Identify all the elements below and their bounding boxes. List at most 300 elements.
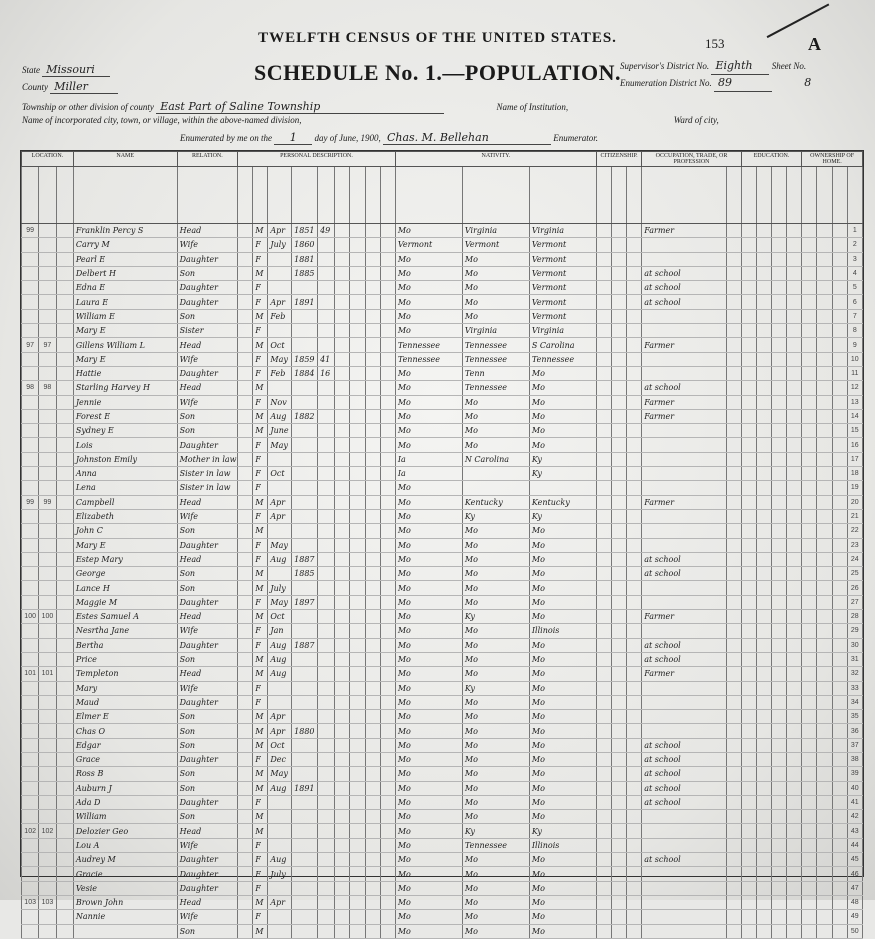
marital-cell — [335, 438, 350, 452]
marital-cell — [335, 366, 350, 380]
line-number-cell: 47 — [847, 881, 862, 895]
years-married-cell — [350, 924, 365, 938]
marital-cell — [335, 595, 350, 609]
immigration-cell — [596, 224, 611, 238]
can-read-cell — [756, 895, 771, 909]
visit-order-cell — [56, 509, 73, 523]
race-cell — [238, 266, 253, 280]
immigration-cell — [596, 495, 611, 509]
naturalization-cell — [627, 395, 642, 409]
birth-month-cell — [268, 881, 292, 895]
immigration-cell — [596, 438, 611, 452]
relation-cell: Daughter — [177, 795, 238, 809]
sex-cell: F — [253, 395, 268, 409]
attended-school-cell — [741, 281, 756, 295]
owned-rented-cell — [802, 395, 817, 409]
naturalization-cell — [627, 710, 642, 724]
speaks-english-cell — [787, 752, 802, 766]
personal-header: PERSONAL DESCRIPTION. — [238, 152, 396, 167]
birth-year-cell — [292, 395, 318, 409]
farm-house-cell — [832, 381, 847, 395]
free-mortgaged-cell — [817, 767, 832, 781]
race-cell — [238, 867, 253, 881]
speaks-english-cell — [787, 610, 802, 624]
sex-cell: F — [253, 853, 268, 867]
enumerated-day: 1 — [274, 131, 312, 145]
occupation-cell: Farmer — [642, 224, 726, 238]
person-name-cell: Mary E — [73, 352, 177, 366]
occupation-cell — [642, 824, 726, 838]
can-read-cell — [756, 309, 771, 323]
immigration-cell — [596, 581, 611, 595]
birth-year-cell: 1885 — [292, 266, 318, 280]
speaks-english-cell — [787, 738, 802, 752]
table-row — [22, 924, 863, 938]
dwelling-number-cell — [22, 867, 39, 881]
years-in-us-cell — [612, 824, 627, 838]
immigration-cell — [596, 395, 611, 409]
occupation-cell — [642, 581, 726, 595]
father-birthplace-cell: Vermont — [462, 238, 529, 252]
can-read-cell — [756, 295, 771, 309]
attended-school-cell — [741, 581, 756, 595]
mother-birthplace-cell: Mo — [529, 638, 596, 652]
can-write-cell — [771, 781, 786, 795]
line-number-cell: 28 — [847, 610, 862, 624]
months-unemployed-cell — [726, 467, 741, 481]
birthplace-cell: Mo — [395, 824, 462, 838]
relation-cell: Daughter — [177, 638, 238, 652]
family-number-cell — [39, 252, 56, 266]
family-number-cell — [39, 867, 56, 881]
relation-cell: Daughter — [177, 595, 238, 609]
dwelling-number-cell: 100 — [22, 610, 39, 624]
sex-cell: F — [253, 624, 268, 638]
children-living-cell — [380, 495, 395, 509]
person-name-cell: Price — [73, 652, 177, 666]
attended-school-cell — [741, 324, 756, 338]
age-cell — [318, 524, 335, 538]
speaks-english-cell — [787, 810, 802, 824]
free-mortgaged-cell — [817, 338, 832, 352]
years-in-us-cell — [612, 295, 627, 309]
years-married-cell — [350, 252, 365, 266]
table-row — [22, 366, 863, 380]
dwelling-number-cell — [22, 467, 39, 481]
family-number-cell — [39, 424, 56, 438]
attended-school-cell — [741, 881, 756, 895]
age-cell — [318, 338, 335, 352]
person-name-cell: Delozier Geo — [73, 824, 177, 838]
naturalization-cell — [627, 624, 642, 638]
immigration-cell — [596, 524, 611, 538]
occupation-cell: Farmer — [642, 409, 726, 423]
sex-cell: M — [253, 767, 268, 781]
person-name-cell: William E — [73, 309, 177, 323]
birth-year-cell — [292, 452, 318, 466]
line-number-cell: 48 — [847, 895, 862, 909]
years-in-us-cell — [612, 767, 627, 781]
birth-month-cell — [268, 795, 292, 809]
can-read-cell — [756, 710, 771, 724]
table-row — [22, 853, 863, 867]
farm-house-cell — [832, 567, 847, 581]
years-married-cell — [350, 610, 365, 624]
state-field — [22, 63, 110, 77]
years-in-us-cell — [612, 524, 627, 538]
years-in-us-cell — [612, 652, 627, 666]
line-number-cell: 35 — [847, 710, 862, 724]
line-number-cell: 26 — [847, 581, 862, 595]
father-birthplace-cell: Mo — [462, 309, 529, 323]
visit-order-cell — [56, 309, 73, 323]
can-write-cell — [771, 681, 786, 695]
months-unemployed-cell — [726, 910, 741, 924]
can-write-cell — [771, 867, 786, 881]
immigration-cell — [596, 867, 611, 881]
speaks-english-cell — [787, 724, 802, 738]
visit-order-cell — [56, 853, 73, 867]
immigration-cell — [596, 838, 611, 852]
can-read-cell — [756, 481, 771, 495]
occupation-cell: at school — [642, 552, 726, 566]
visit-order-cell — [56, 910, 73, 924]
race-cell — [238, 495, 253, 509]
race-cell — [238, 695, 253, 709]
person-name-cell: Jennie — [73, 395, 177, 409]
can-read-cell — [756, 324, 771, 338]
can-read-cell — [756, 752, 771, 766]
owned-rented-cell — [802, 624, 817, 638]
relation-cell: Daughter — [177, 853, 238, 867]
children-living-cell — [380, 810, 395, 824]
person-name-cell: Gillens William L — [73, 338, 177, 352]
farm-house-cell — [832, 767, 847, 781]
family-number-cell — [39, 538, 56, 552]
can-write-cell — [771, 810, 786, 824]
naturalization-cell — [627, 895, 642, 909]
relation-cell: Son — [177, 710, 238, 724]
visit-order-cell — [56, 638, 73, 652]
birth-year-cell: 1887 — [292, 552, 318, 566]
father-birthplace-cell: Mo — [462, 409, 529, 423]
free-mortgaged-cell — [817, 724, 832, 738]
age-cell — [318, 481, 335, 495]
mother-of-cell — [365, 795, 380, 809]
months-unemployed-cell — [726, 595, 741, 609]
can-write-cell — [771, 838, 786, 852]
father-birthplace-cell: Mo — [462, 624, 529, 638]
relation-cell: Daughter — [177, 867, 238, 881]
person-name-cell: Mary E — [73, 324, 177, 338]
speaks-english-cell — [787, 324, 802, 338]
father-birthplace-cell: Mo — [462, 895, 529, 909]
family-number-cell — [39, 881, 56, 895]
dwelling-number-cell — [22, 595, 39, 609]
mother-birthplace-cell: Mo — [529, 438, 596, 452]
person-name-cell: Grace — [73, 752, 177, 766]
can-read-cell — [756, 695, 771, 709]
mother-of-cell — [365, 409, 380, 423]
immigration-cell — [596, 910, 611, 924]
dwelling-number-cell — [22, 309, 39, 323]
dwelling-number-cell — [22, 424, 39, 438]
line-number-cell: 42 — [847, 810, 862, 824]
age-cell — [318, 781, 335, 795]
state-value: Missouri — [42, 63, 110, 77]
years-in-us-cell — [612, 853, 627, 867]
owned-rented-cell — [802, 495, 817, 509]
free-mortgaged-cell — [817, 595, 832, 609]
birth-year-cell — [292, 438, 318, 452]
birthplace-cell: Mo — [395, 509, 462, 523]
father-birthplace-cell: Mo — [462, 652, 529, 666]
can-write-cell — [771, 295, 786, 309]
visit-order-cell — [56, 481, 73, 495]
can-write-cell — [771, 638, 786, 652]
farm-house-cell — [832, 910, 847, 924]
years-married-cell — [350, 681, 365, 695]
free-mortgaged-cell — [817, 552, 832, 566]
children-living-cell — [380, 438, 395, 452]
state-label: State — [22, 65, 40, 75]
children-living-cell — [380, 881, 395, 895]
can-write-cell — [771, 710, 786, 724]
can-read-cell — [756, 738, 771, 752]
age-cell — [318, 724, 335, 738]
person-name-cell: Vesie — [73, 881, 177, 895]
age-cell: 49 — [318, 224, 335, 238]
person-name-cell: Edgar — [73, 738, 177, 752]
attended-school-cell — [741, 667, 756, 681]
years-married-cell — [350, 824, 365, 838]
age-cell — [318, 752, 335, 766]
mother-birthplace-cell: Mo — [529, 595, 596, 609]
birth-year-cell: 1859 — [292, 352, 318, 366]
birth-month-cell: May — [268, 767, 292, 781]
relation-cell: Son — [177, 581, 238, 595]
birthplace-cell: Mo — [395, 438, 462, 452]
years-in-us-cell — [612, 309, 627, 323]
dwelling-number-cell: 103 — [22, 895, 39, 909]
race-cell — [238, 238, 253, 252]
visit-order-cell — [56, 352, 73, 366]
dwelling-number-cell — [22, 538, 39, 552]
relation-cell: Daughter — [177, 366, 238, 380]
occupation-cell — [642, 366, 726, 380]
marital-cell — [335, 452, 350, 466]
marital-cell — [335, 338, 350, 352]
can-write-cell — [771, 910, 786, 924]
age-cell — [318, 810, 335, 824]
race-cell — [238, 338, 253, 352]
speaks-english-cell — [787, 366, 802, 380]
birthplace-cell: Mo — [395, 738, 462, 752]
can-write-cell — [771, 381, 786, 395]
mother-birthplace-cell: Vermont — [529, 252, 596, 266]
years-married-cell — [350, 638, 365, 652]
naturalization-cell — [627, 452, 642, 466]
can-write-cell — [771, 252, 786, 266]
children-living-cell — [380, 309, 395, 323]
free-mortgaged-cell — [817, 309, 832, 323]
table-row — [22, 710, 863, 724]
line-number-cell: 34 — [847, 695, 862, 709]
can-read-cell — [756, 552, 771, 566]
schedule-title: SCHEDULE No. 1.—POPULATION. — [254, 60, 621, 85]
enumerated-field — [180, 131, 598, 145]
dwelling-number-cell — [22, 266, 39, 280]
line-number-cell: 32 — [847, 667, 862, 681]
person-name-cell: Gracie — [73, 867, 177, 881]
father-birthplace-cell — [462, 481, 529, 495]
relation-cell: Son — [177, 767, 238, 781]
naturalization-cell — [627, 509, 642, 523]
speaks-english-cell — [787, 681, 802, 695]
relation-cell: Son — [177, 738, 238, 752]
birth-month-cell: July — [268, 238, 292, 252]
years-married-cell — [350, 895, 365, 909]
mother-of-cell — [365, 295, 380, 309]
family-number-cell — [39, 624, 56, 638]
years-married-cell — [350, 752, 365, 766]
birthplace-cell: Mo — [395, 752, 462, 766]
visit-order-cell — [56, 467, 73, 481]
relation-cell: Daughter — [177, 295, 238, 309]
attended-school-cell — [741, 252, 756, 266]
dwelling-number-cell — [22, 638, 39, 652]
birth-year-cell — [292, 309, 318, 323]
owned-rented-cell — [802, 552, 817, 566]
children-living-cell — [380, 695, 395, 709]
months-unemployed-cell — [726, 781, 741, 795]
dwelling-number-cell — [22, 924, 39, 938]
children-living-cell — [380, 409, 395, 423]
birth-year-cell — [292, 795, 318, 809]
children-living-cell — [380, 738, 395, 752]
birth-month-cell: Oct — [268, 467, 292, 481]
mother-of-cell — [365, 695, 380, 709]
free-mortgaged-cell — [817, 681, 832, 695]
mother-of-cell — [365, 924, 380, 938]
person-name-cell: Maud — [73, 695, 177, 709]
years-married-cell — [350, 567, 365, 581]
years-in-us-cell — [612, 338, 627, 352]
owned-rented-cell — [802, 567, 817, 581]
family-number-cell — [39, 838, 56, 852]
speaks-english-cell — [787, 524, 802, 538]
relation-cell: Son — [177, 567, 238, 581]
dwelling-number-cell — [22, 295, 39, 309]
farm-house-cell — [832, 781, 847, 795]
years-in-us-cell — [612, 495, 627, 509]
sex-cell: F — [253, 324, 268, 338]
farm-house-cell — [832, 853, 847, 867]
age-cell — [318, 309, 335, 323]
birth-year-cell — [292, 667, 318, 681]
immigration-cell — [596, 509, 611, 523]
farm-house-cell — [832, 481, 847, 495]
immigration-cell — [596, 324, 611, 338]
visit-order-cell — [56, 767, 73, 781]
owned-rented-cell — [802, 910, 817, 924]
relation-cell: Wife — [177, 352, 238, 366]
dwelling-number-cell — [22, 652, 39, 666]
dwelling-number-cell — [22, 795, 39, 809]
speaks-english-cell — [787, 224, 802, 238]
free-mortgaged-cell — [817, 281, 832, 295]
birthplace-cell: Mo — [395, 295, 462, 309]
naturalization-cell — [627, 567, 642, 581]
can-read-cell — [756, 781, 771, 795]
years-in-us-cell — [612, 667, 627, 681]
father-birthplace-cell — [462, 467, 529, 481]
visit-order-cell — [56, 681, 73, 695]
sex-cell: F — [253, 366, 268, 380]
mother-of-cell — [365, 309, 380, 323]
owned-rented-cell — [802, 438, 817, 452]
farm-house-cell — [832, 352, 847, 366]
dwelling-number-cell — [22, 524, 39, 538]
mother-of-cell — [365, 595, 380, 609]
birth-year-cell — [292, 767, 318, 781]
attended-school-cell — [741, 424, 756, 438]
speaks-english-cell — [787, 910, 802, 924]
years-in-us-cell — [612, 724, 627, 738]
sex-cell: F — [253, 881, 268, 895]
dwelling-number-cell — [22, 438, 39, 452]
attended-school-cell — [741, 652, 756, 666]
father-birthplace-cell: Mo — [462, 395, 529, 409]
mother-birthplace-cell: Mo — [529, 667, 596, 681]
age-cell — [318, 895, 335, 909]
owned-rented-cell — [802, 424, 817, 438]
occupation-cell — [642, 509, 726, 523]
line-number-cell: 44 — [847, 838, 862, 852]
can-read-cell — [756, 495, 771, 509]
farm-house-cell — [832, 452, 847, 466]
immigration-cell — [596, 252, 611, 266]
table-row — [22, 724, 863, 738]
family-number-cell: 101 — [39, 667, 56, 681]
family-number-cell: 98 — [39, 381, 56, 395]
table-row — [22, 281, 863, 295]
family-number-cell — [39, 652, 56, 666]
mother-birthplace-cell: Mo — [529, 795, 596, 809]
farm-house-cell — [832, 595, 847, 609]
years-married-cell — [350, 853, 365, 867]
person-name-cell: Nesrtha Jane — [73, 624, 177, 638]
farm-house-cell — [832, 867, 847, 881]
occupation-cell — [642, 910, 726, 924]
free-mortgaged-cell — [817, 409, 832, 423]
occupation-cell: Farmer — [642, 667, 726, 681]
marital-cell — [335, 581, 350, 595]
can-read-cell — [756, 238, 771, 252]
birthplace-cell: Mo — [395, 910, 462, 924]
person-name-cell: Starling Harvey H — [73, 381, 177, 395]
marital-cell — [335, 252, 350, 266]
institution-label: Name of Institution, — [496, 102, 569, 112]
marital-cell — [335, 552, 350, 566]
years-in-us-cell — [612, 509, 627, 523]
mother-of-cell — [365, 224, 380, 238]
line-number-cell: 4 — [847, 266, 862, 280]
birthplace-cell: Mo — [395, 395, 462, 409]
family-number-cell — [39, 681, 56, 695]
table-row — [22, 467, 863, 481]
marital-cell — [335, 238, 350, 252]
